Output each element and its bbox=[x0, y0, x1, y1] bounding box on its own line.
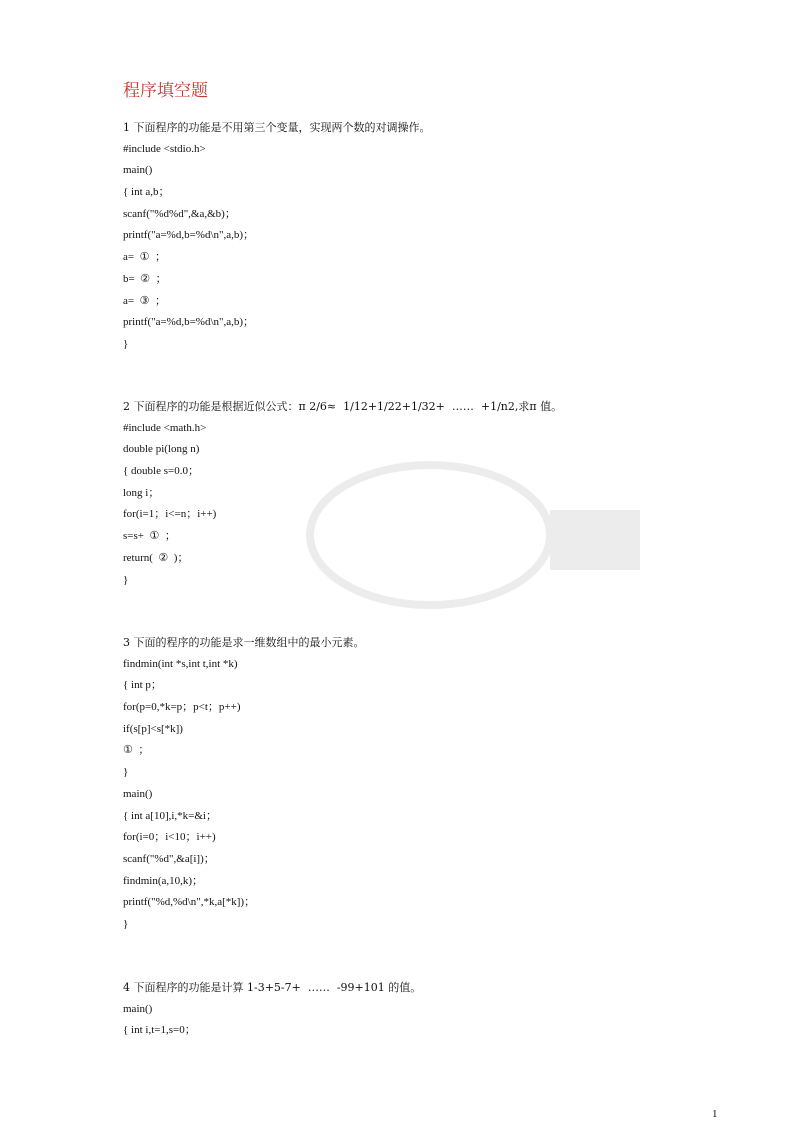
code-line: { int i,t=1,s=0； bbox=[123, 1024, 196, 1037]
code-line: #include <math.h> bbox=[123, 421, 207, 434]
question-2 bbox=[123, 396, 562, 591]
code-line: { double s=0.0； bbox=[123, 465, 199, 478]
code-line: main() bbox=[123, 787, 153, 800]
code-line: ① ； bbox=[123, 744, 150, 757]
code-line: if(s[p]<s[*k]) bbox=[123, 722, 183, 735]
code-line: } bbox=[123, 766, 129, 779]
page-number: 1 bbox=[712, 1108, 718, 1120]
question-4 bbox=[123, 977, 421, 1042]
code-line: { int a[10],i,*k=&i； bbox=[123, 809, 217, 822]
code-line: for(p=0,*k=p；p<t；p++) bbox=[123, 701, 241, 714]
code-line: a= ① ； bbox=[123, 251, 166, 264]
code-line: findmin(a,10,k)； bbox=[123, 874, 204, 887]
code-line: printf("a=%d,b=%d\n",a,b)； bbox=[123, 316, 255, 329]
question-heading: 4 下面程序的功能是计算 1-3+5-7+ …… -99+101 的值。 bbox=[123, 981, 422, 994]
code-line: b= ② ； bbox=[123, 272, 167, 285]
code-line: printf("a=%d,b=%d\n",a,b)； bbox=[123, 229, 255, 242]
question-1 bbox=[123, 117, 431, 356]
code-line: { int p； bbox=[123, 679, 162, 692]
code-line: } bbox=[123, 337, 129, 350]
code-line: main() bbox=[123, 1002, 153, 1015]
code-line: return( ② )； bbox=[123, 551, 189, 564]
code-line: findmin(int *s,int t,int *k) bbox=[123, 657, 238, 670]
page-title: 程序填空题 bbox=[123, 81, 208, 101]
code-line: s=s+ ① ； bbox=[123, 530, 176, 543]
question-heading: 2 下面程序的功能是根据近似公式：π 2/6≈ 1/12+1/22+1/32+ …… +1/n2,求π 值。 bbox=[123, 400, 563, 413]
code-line: a= ③ ； bbox=[123, 294, 166, 307]
code-line: main() bbox=[123, 164, 153, 177]
code-line: long i； bbox=[123, 486, 160, 499]
code-line: scanf("%d",&a[i])； bbox=[123, 852, 215, 865]
question-heading: 3 下面的程序的功能是求一维数组中的最小元素。 bbox=[123, 636, 365, 649]
question-3 bbox=[123, 632, 365, 936]
question-heading: 1 下面程序的功能是不用第三个变量，实现两个数的对调操作。 bbox=[123, 121, 431, 134]
code-line: { int a,b； bbox=[123, 186, 170, 199]
code-line: for(i=0；i<10；i++) bbox=[123, 831, 216, 844]
code-line: double pi(long n) bbox=[123, 443, 200, 456]
code-line: } bbox=[123, 573, 129, 586]
code-line: scanf("%d%d",&a,&b)； bbox=[123, 207, 236, 220]
code-line: } bbox=[123, 917, 129, 930]
code-line: printf("%d,%d\n",*k,a[*k])； bbox=[123, 896, 256, 909]
code-line: #include <stdio.h> bbox=[123, 142, 206, 155]
code-line: for(i=1；i<=n；i++) bbox=[123, 508, 217, 521]
